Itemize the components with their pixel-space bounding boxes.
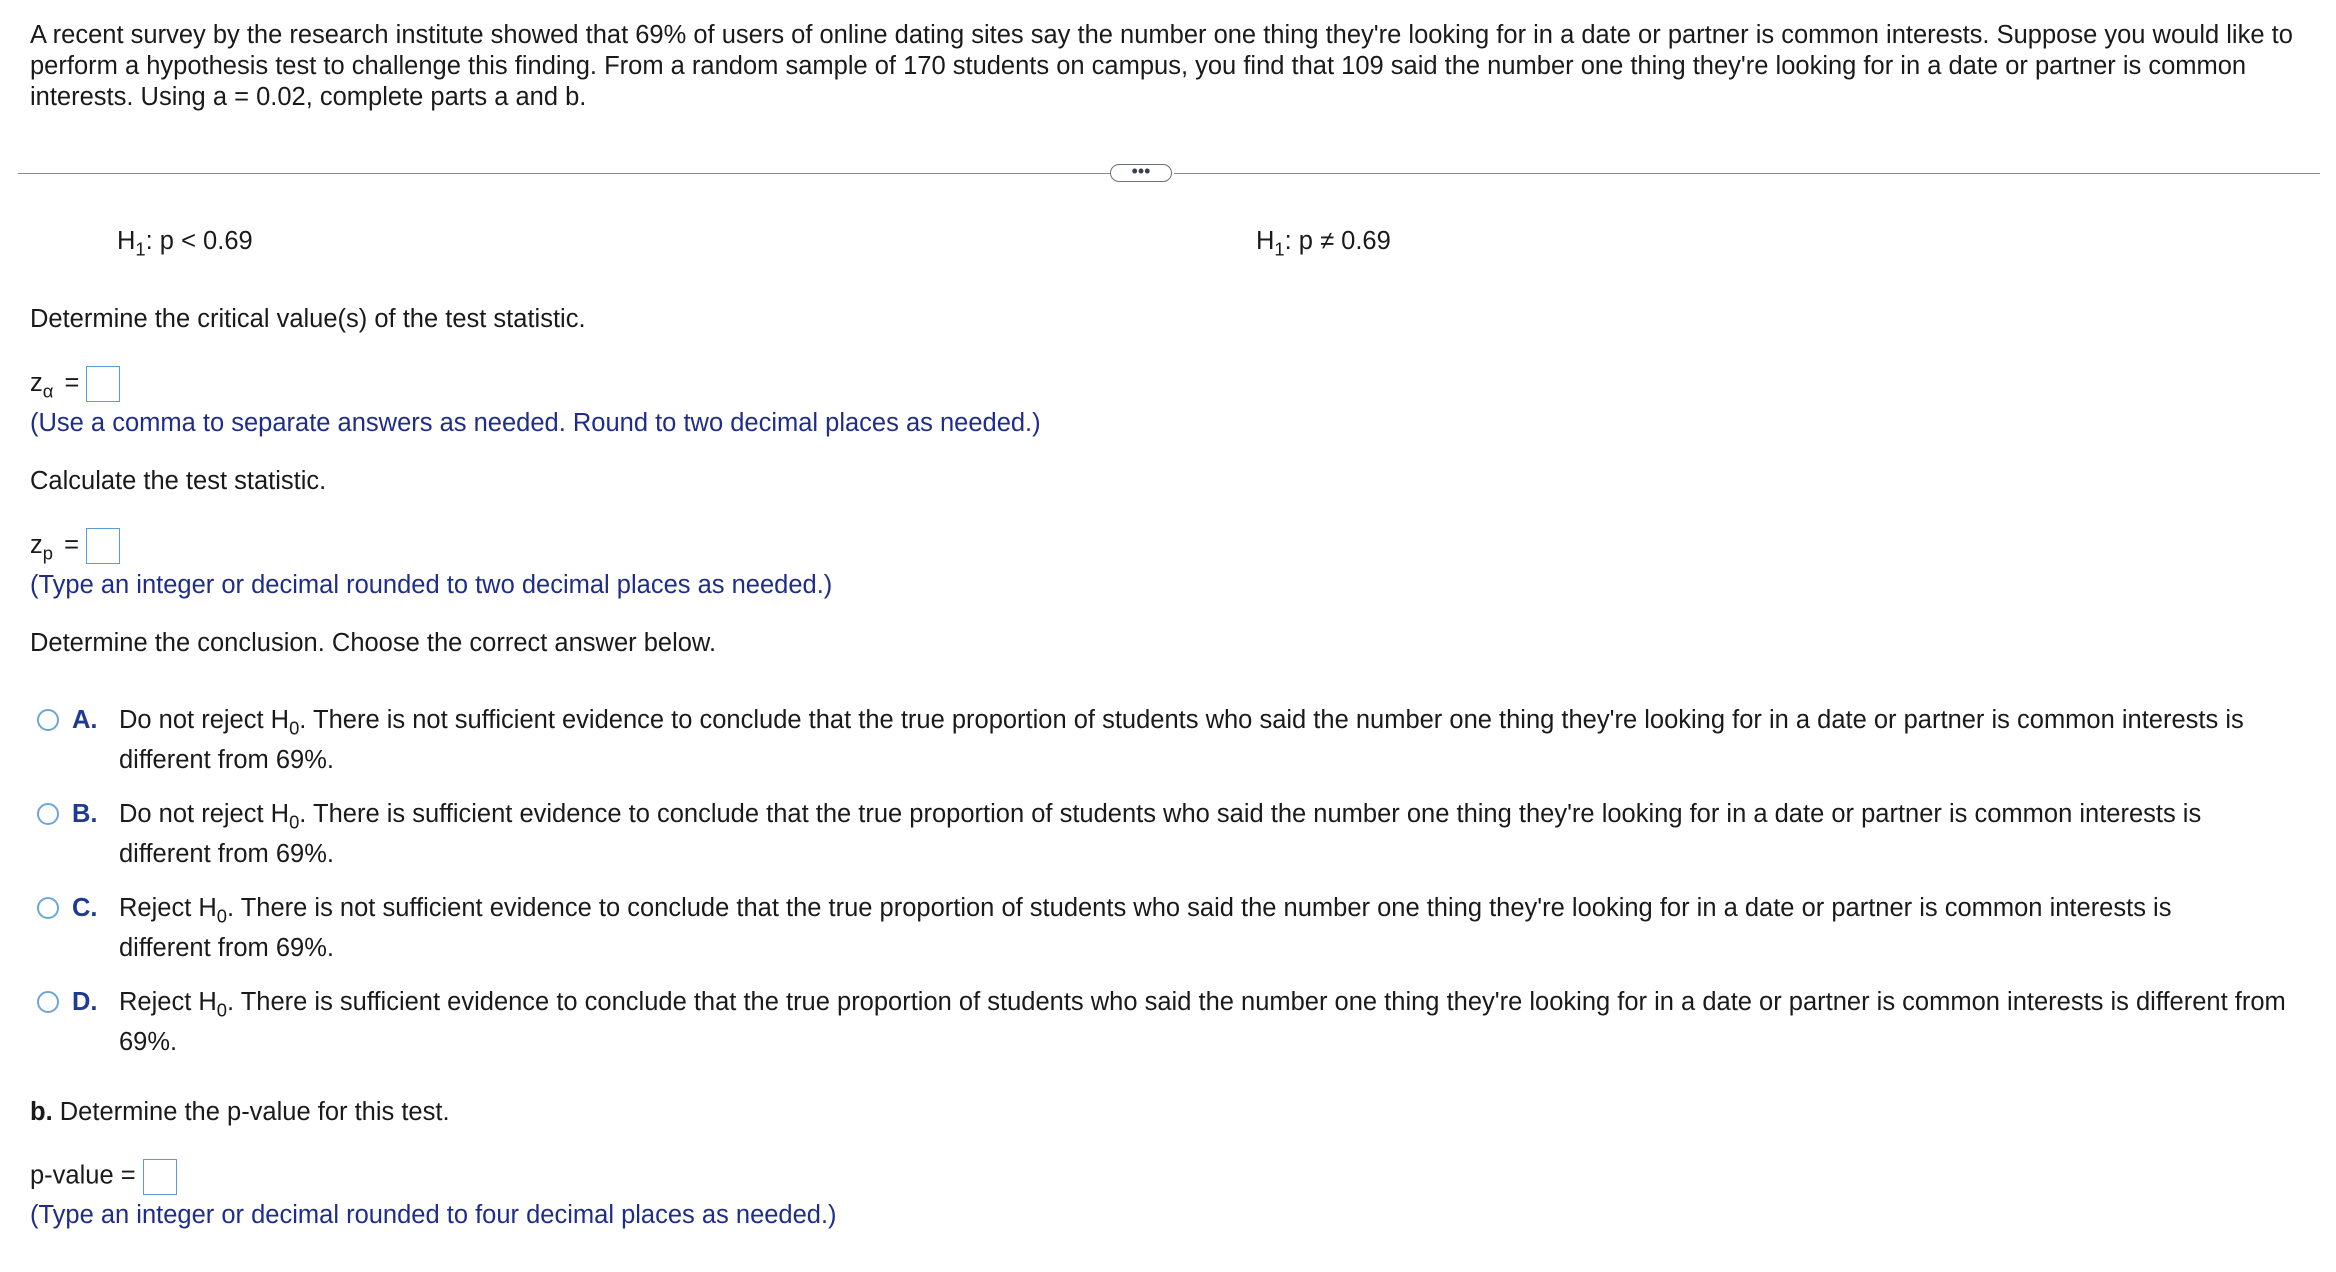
option-b-letter: B. (72, 800, 98, 828)
pvalue-input[interactable] (143, 1159, 177, 1195)
test-statistic-prompt: Calculate the test statistic. (30, 467, 327, 495)
alt-hypothesis-right: $H_1$: p ≠ 0.69 (1256, 227, 1391, 260)
test-statistic-row: $z_p$ = (30, 528, 120, 564)
option-a-letter: A. (72, 706, 98, 734)
option-d-radio[interactable] (37, 991, 59, 1013)
pvalue-label: p-value = (30, 1161, 136, 1190)
option-b-radio[interactable] (37, 803, 59, 825)
z-alpha-label: $z_\alpha$ (30, 368, 54, 402)
pvalue-prompt: b. Determine the p-value for this test. (30, 1098, 450, 1126)
critical-value-input[interactable] (86, 366, 120, 402)
critical-value-prompt: Determine the critical value(s) of the test statistic. (30, 305, 586, 333)
alt-hypothesis-left: $H_1$: p < 0.69 (117, 227, 253, 260)
option-a-radio[interactable] (37, 709, 59, 731)
z-p-label: $z_p$ (30, 530, 53, 564)
test-statistic-input[interactable] (86, 528, 120, 564)
option-c-radio[interactable] (37, 897, 59, 919)
show-more-button[interactable]: ••• (1110, 164, 1172, 182)
critical-value-row: $z_\alpha$ = (30, 366, 120, 402)
divider-right (1174, 173, 2320, 174)
problem-statement: A recent survey by the research institute showed that 69% of users of online dating sites say the number one thing they're looking for in a date or partner is common interests. Suppose you would like to perform a hypothesis test to challenge this finding. From a random sample of 170 students on campus, you find that 109 said the number one thing they're looking for in a date or partner is common interests. Using a = 0.02, complete parts a and b. (30, 21, 2293, 111)
option-b-text[interactable]: Do not reject $H_0$. There is sufficient evidence to conclude that the true proportion of students who said the number one thing they're looking for in a date or partner is common interests is different from 69%. (119, 800, 2202, 868)
pvalue-hint: (Type an integer or decimal rounded to four decimal places as needed.) (30, 1201, 837, 1229)
option-d-letter: D. (72, 988, 98, 1016)
option-c-letter: C. (72, 894, 98, 922)
option-c-text[interactable]: Reject $H_0$. There is not sufficient evidence to conclude that the true proportion of students who said the number one thing they're looking for in a date or partner is common interests is different from 69%. (119, 894, 2172, 962)
critical-value-hint: (Use a comma to separate answers as needed. Round to two decimal places as needed.) (30, 409, 1041, 437)
option-a-text[interactable]: Do not reject $H_0$. There is not sufficient evidence to conclude that the true proportion of students who said the number one thing they're looking for in a date or partner is common interests is different from 69%. (119, 706, 2244, 774)
divider-left (18, 173, 1110, 174)
option-d-text[interactable]: Reject $H_0$. There is sufficient evidence to conclude that the true proportion of students who said the number one thing they're looking for in a date or partner is common interests is different from 69%. (119, 988, 2286, 1056)
test-statistic-hint: (Type an integer or decimal rounded to two decimal places as needed.) (30, 571, 833, 599)
pvalue-row (30, 1159, 177, 1195)
conclusion-prompt: Determine the conclusion. Choose the correct answer below. (30, 629, 717, 657)
